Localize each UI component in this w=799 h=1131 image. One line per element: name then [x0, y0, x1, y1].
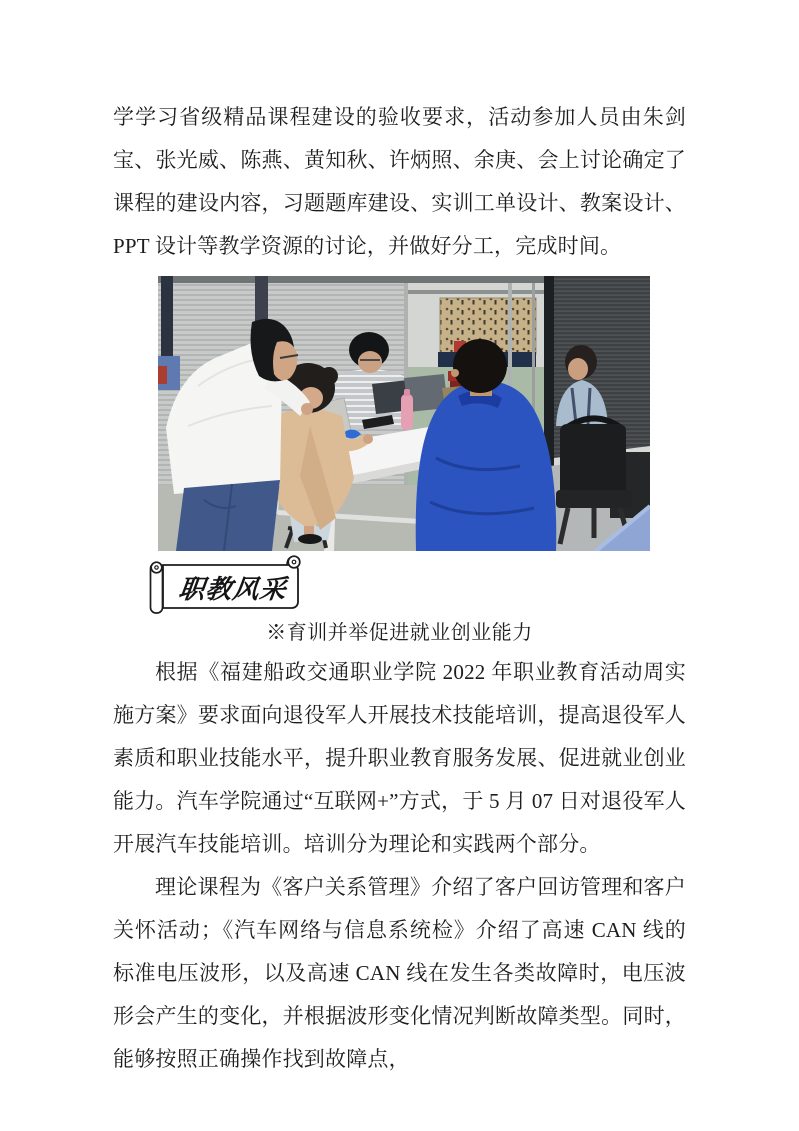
pink-water-bottle — [401, 394, 413, 430]
body-paragraph-2: 根据《福建船政交通职业学院 2022 年职业教育活动周实施方案》要求面向退役军人开展技术技能培训，提高退役军人素质和职业技能水平，提升职业教育服务发展、促进就业创业能力。汽车学院通过“互联网+”方式，于 5 月 07 日对退役军人开展汽车技能培训。培训分为理论和实践两个部分。 — [113, 660, 686, 856]
meeting-photo — [158, 276, 650, 551]
meeting-photo-illustration — [158, 276, 650, 551]
banner-scroll — [147, 555, 315, 615]
banner-label: 职教风采 — [176, 574, 289, 604]
section-subtitle: ※育训并举促进就业创业能力 — [266, 622, 533, 644]
body-paragraph-1: 学学习省级精品课程建设的验收要求，活动参加人员由朱剑宝、张光威、陈燕、黄知秋、许炳照、余庚、会上讨论确定了课程的建设内容，习题题库建设、实训工单设计、教案设计、PPT 设计等教学资源的讨论，并做好分工，完成时间。 — [113, 105, 686, 258]
body-paragraph-3: 理论课程为《客户关系管理》介绍了客户回访管理和客户关怀活动；《汽车网络与信息系统检》介绍了高速 CAN 线的标准电压波形，以及高速 CAN 线在发生各类故障时，电压波形会产生的变化，并根据波形变化情况判断故障类型。同时，能够按照正确操作找到故障点， — [113, 875, 686, 1071]
